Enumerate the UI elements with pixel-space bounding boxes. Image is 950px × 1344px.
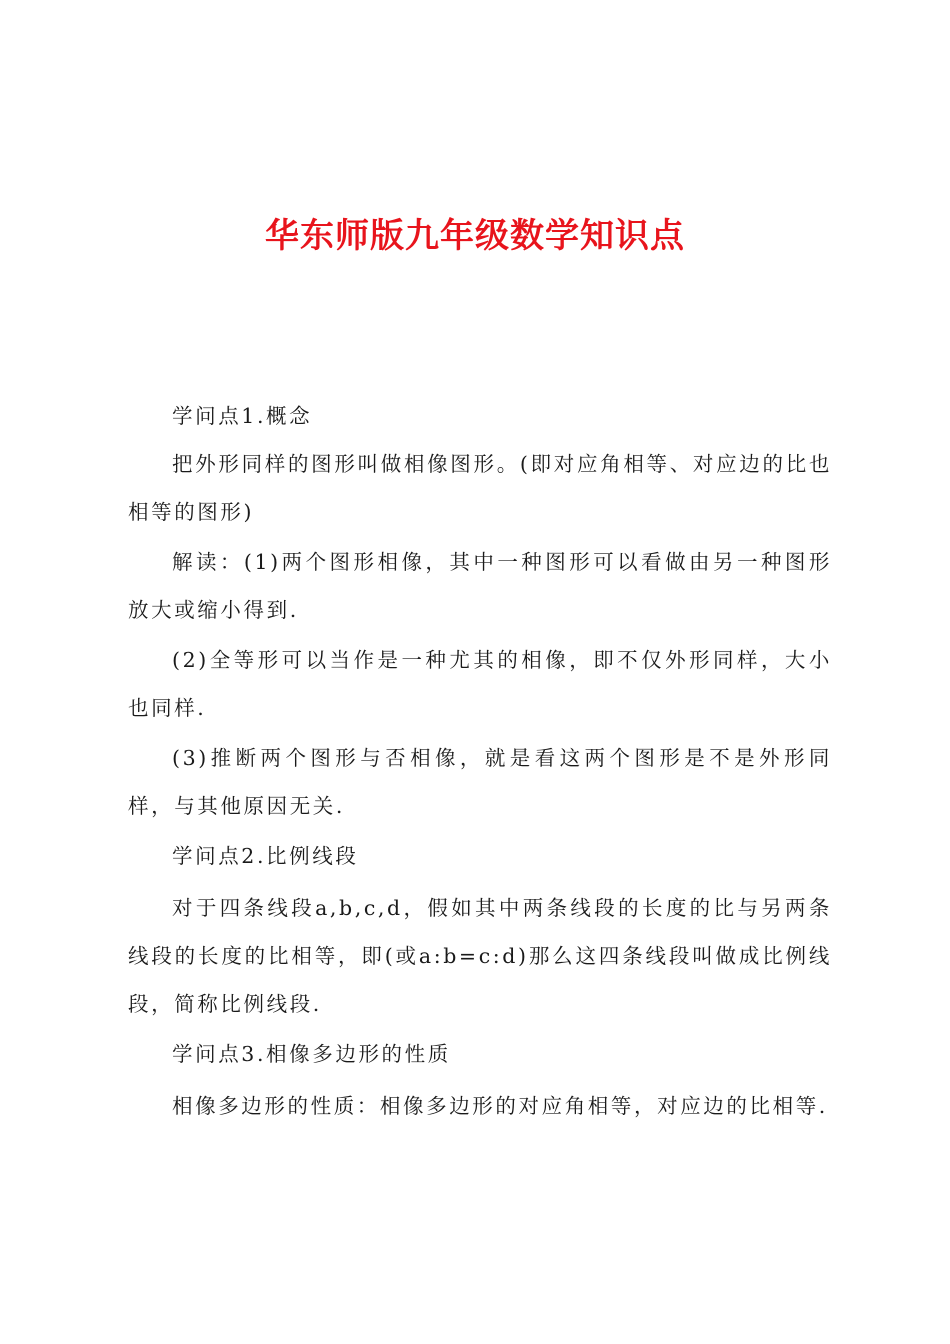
paragraph-interpretation-3: (3)推断两个图形与否相像，就是看这两个图形是不是外形同样，与其他原因无关. bbox=[128, 746, 832, 818]
paragraph-definition: 把外形同样的图形叫做相像图形。(即对应角相等、对应边的比也相等的图形) bbox=[128, 452, 832, 524]
document-title: 华东师版九年级数学知识点 bbox=[265, 216, 685, 256]
section-heading-proportional-segments: 学问点2.比例线段 bbox=[172, 844, 359, 868]
section-heading-concept: 学问点1.概念 bbox=[172, 404, 313, 428]
paragraph-similar-polygons: 相像多边形的性质：相像多边形的对应角相等，对应边的比相等. bbox=[172, 1094, 828, 1118]
paragraph-interpretation-2: (2)全等形可以当作是一种尤其的相像，即不仅外形同样，大小也同样. bbox=[128, 648, 832, 720]
paragraph-proportional-segments: 对于四条线段a,b,c,d，假如其中两条线段的长度的比与另两条线段的长度的比相等，即(或a:b=c:d)那么这四条线段叫做成比例线段，简称比例线段. bbox=[128, 896, 832, 1016]
section-heading-similar-polygons: 学问点3.相像多边形的性质 bbox=[172, 1042, 451, 1066]
paragraph-interpretation-1: 解读：(1)两个图形相像，其中一种图形可以看做由另一种图形放大或缩小得到. bbox=[128, 550, 832, 622]
